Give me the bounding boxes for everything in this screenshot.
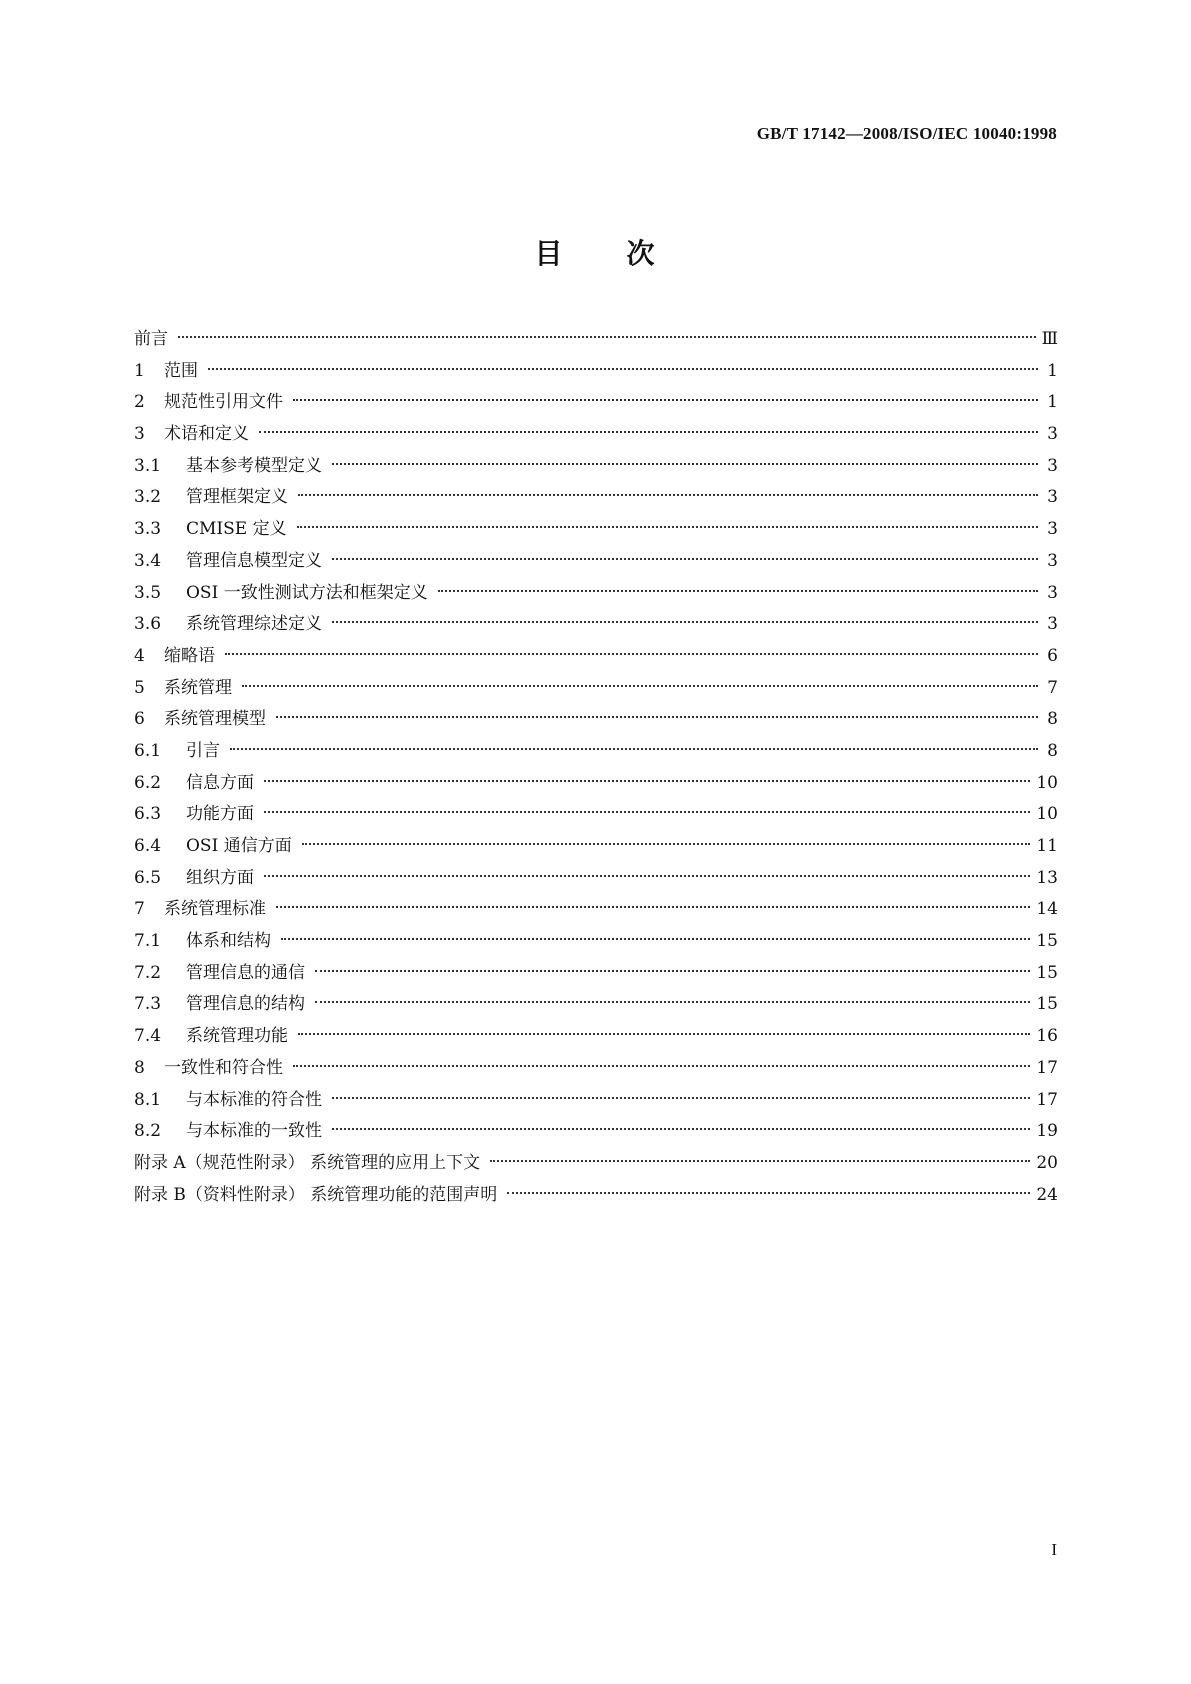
- toc-entry-number: 7.2: [134, 962, 162, 983]
- toc-dot-leader: [264, 780, 1030, 782]
- toc-entry[interactable]: [134, 356, 1058, 388]
- toc-dot-leader: [208, 368, 1038, 370]
- toc-entry-number: 3: [134, 424, 145, 445]
- page-number: I: [1051, 1540, 1057, 1559]
- toc-entry-number: 8.1: [134, 1089, 162, 1110]
- toc-entry[interactable]: [134, 451, 1058, 483]
- toc-entry[interactable]: [134, 1148, 1058, 1180]
- toc-entry[interactable]: [134, 768, 1058, 800]
- toc-entry-page: 15: [1036, 962, 1058, 983]
- toc-entry-page: 14: [1036, 899, 1058, 920]
- toc-entry-number: 3.6: [134, 614, 162, 635]
- toc-dot-leader: [438, 590, 1038, 592]
- toc-entry-page: 16: [1036, 1026, 1058, 1047]
- toc-entry-page: 3: [1047, 582, 1058, 603]
- toc-entry[interactable]: [134, 736, 1058, 768]
- toc-entry-page: 3: [1047, 424, 1058, 445]
- toc-entry-page: 13: [1036, 867, 1058, 888]
- toc-entry[interactable]: [134, 989, 1058, 1021]
- toc-dot-leader: [264, 811, 1030, 813]
- toc-entry-label: 系统管理综述定义: [186, 614, 322, 635]
- toc-entry-page: 1: [1047, 392, 1058, 413]
- toc-dot-leader: [293, 399, 1038, 401]
- toc-entry[interactable]: [134, 1085, 1058, 1117]
- toc-entry-label: 缩略语: [164, 645, 215, 666]
- toc-entry-label: 系统管理: [164, 677, 232, 698]
- toc-dot-leader: [332, 1128, 1030, 1130]
- toc-entry[interactable]: [134, 958, 1058, 990]
- toc-entry-label: 附录 B（资料性附录） 系统管理功能的范围声明: [134, 1184, 498, 1205]
- toc-entry[interactable]: [134, 831, 1058, 863]
- toc-dot-leader: [298, 1033, 1030, 1035]
- toc-entry-label: 基本参考模型定义: [186, 455, 322, 476]
- toc-dot-leader: [242, 685, 1038, 687]
- toc-dot-leader: [490, 1160, 1030, 1162]
- toc-entry[interactable]: [134, 1021, 1058, 1053]
- toc-entry-page: 3: [1047, 455, 1058, 476]
- toc-entry-number: 6.5: [134, 867, 162, 888]
- toc-entry-number: 7.3: [134, 994, 162, 1015]
- page-title-part1: 目: [534, 237, 565, 270]
- toc-entry[interactable]: [134, 482, 1058, 514]
- toc-entry-number: 4: [134, 645, 145, 666]
- toc-entry-label: 引言: [186, 740, 220, 761]
- toc-entry-label: 前言: [134, 329, 168, 349]
- toc-entry[interactable]: [134, 894, 1058, 926]
- toc-entry-number: 3.1: [134, 455, 162, 476]
- toc-entry-number: 2: [134, 392, 145, 413]
- toc-entry-page: 11: [1036, 836, 1058, 856]
- toc-entry[interactable]: [134, 609, 1058, 641]
- toc-entry[interactable]: [134, 514, 1058, 546]
- toc-entry-number: 3.4: [134, 550, 162, 571]
- toc-entry[interactable]: [134, 324, 1058, 356]
- toc-entry-number: 8: [134, 1057, 145, 1078]
- toc-entry-page: 15: [1036, 994, 1058, 1015]
- toc-entry-page: 8: [1047, 709, 1058, 730]
- toc-entry-page: 8: [1047, 740, 1058, 761]
- toc-entry-number: 5: [134, 677, 145, 698]
- toc-dot-leader: [332, 558, 1038, 560]
- toc-entry[interactable]: [134, 799, 1058, 831]
- toc-dot-leader: [298, 494, 1038, 496]
- toc-entry-page: 3: [1047, 550, 1058, 571]
- page-title: [0, 232, 1191, 272]
- toc-dot-leader: [178, 336, 1036, 338]
- toc-entry-page: 10: [1036, 772, 1058, 793]
- toc-entry[interactable]: [134, 863, 1058, 895]
- toc-entry[interactable]: [134, 419, 1058, 451]
- toc-dot-leader: [315, 1001, 1030, 1003]
- toc-entry-label: 系统管理功能: [186, 1026, 288, 1047]
- toc-entry[interactable]: [134, 578, 1058, 610]
- toc-entry-label: 管理信息的通信: [186, 962, 305, 983]
- toc-entry-page: 6: [1047, 645, 1058, 666]
- toc-entry-label: 规范性引用文件: [164, 392, 283, 413]
- toc-entry-page: 3: [1047, 519, 1058, 540]
- toc-entry[interactable]: [134, 641, 1058, 673]
- toc-dot-leader: [293, 1065, 1030, 1067]
- toc-entry-number: 6.4: [134, 836, 162, 856]
- toc-entry-label: 功能方面: [186, 804, 254, 825]
- toc-entry[interactable]: [134, 1180, 1058, 1212]
- toc-dot-leader: [297, 526, 1038, 528]
- toc-dot-leader: [332, 1097, 1030, 1099]
- toc-dot-leader: [264, 875, 1030, 877]
- toc-dot-leader: [332, 621, 1038, 623]
- toc-entry-page: 3: [1047, 487, 1058, 508]
- toc-entry-page: 19: [1036, 1121, 1058, 1142]
- toc-entry-label: OSI 通信方面: [186, 836, 292, 856]
- toc-dot-leader: [259, 431, 1038, 433]
- standard-code-header: GB/T 17142—2008/ISO/IEC 10040:1998: [756, 124, 1057, 143]
- toc-entry-page: 3: [1047, 614, 1058, 635]
- toc-dot-leader: [332, 463, 1038, 465]
- toc-entry-page: 7: [1047, 677, 1058, 698]
- toc-entry-label: 管理框架定义: [186, 487, 288, 508]
- toc-entry-label: CMISE 定义: [186, 519, 287, 540]
- toc-entry[interactable]: [134, 704, 1058, 736]
- toc-entry[interactable]: [134, 1053, 1058, 1085]
- toc-entry-number: 3.3: [134, 519, 162, 540]
- toc-dot-leader: [276, 716, 1038, 718]
- toc-entry-page: 17: [1036, 1057, 1058, 1078]
- toc-entry-page: 10: [1036, 804, 1058, 825]
- toc-entry-page: Ⅲ: [1041, 329, 1058, 349]
- toc-entry-number: 6.2: [134, 772, 162, 793]
- toc-entry-label: OSI 一致性测试方法和框架定义: [186, 582, 428, 603]
- toc-entry-label: 与本标准的符合性: [186, 1089, 322, 1110]
- toc-entry-label: 系统管理标准: [164, 899, 266, 920]
- toc-entry-label: 附录 A（规范性附录） 系统管理的应用上下文: [134, 1152, 481, 1173]
- toc-entry-number: 6: [134, 709, 145, 730]
- toc-entry-number: 6.1: [134, 740, 162, 761]
- toc-entry-label: 一致性和符合性: [164, 1057, 283, 1078]
- toc-entry-label: 管理信息的结构: [186, 994, 305, 1015]
- toc-dot-leader: [302, 843, 1031, 845]
- toc-entry-page: 17: [1036, 1089, 1058, 1110]
- toc-entry-number: 7: [134, 899, 145, 920]
- toc-dot-leader: [507, 1192, 1030, 1194]
- toc-entry-label: 管理信息模型定义: [186, 550, 322, 571]
- toc-entry-number: 8.2: [134, 1121, 162, 1142]
- toc-dot-leader: [276, 906, 1030, 908]
- toc-entry-number: 3.2: [134, 487, 162, 508]
- table-of-contents: [134, 324, 1058, 1211]
- toc-dot-leader: [225, 653, 1038, 655]
- toc-entry[interactable]: [134, 387, 1058, 419]
- toc-entry-page: 24: [1036, 1184, 1058, 1205]
- toc-entry[interactable]: [134, 1116, 1058, 1148]
- toc-entry[interactable]: [134, 926, 1058, 958]
- toc-entry-label: 与本标准的一致性: [186, 1121, 322, 1142]
- toc-entry[interactable]: [134, 673, 1058, 705]
- toc-entry-page: 15: [1036, 931, 1058, 952]
- toc-entry-label: 系统管理模型: [164, 709, 266, 730]
- toc-entry-label: 组织方面: [186, 867, 254, 888]
- toc-entry-page: 1: [1047, 360, 1058, 381]
- toc-dot-leader: [281, 938, 1030, 940]
- toc-entry-label: 体系和结构: [186, 931, 271, 952]
- page-title-part2: 次: [626, 237, 657, 270]
- toc-entry-number: 3.5: [134, 582, 162, 603]
- toc-entry-label: 术语和定义: [164, 424, 249, 445]
- toc-entry-number: 7.1: [134, 931, 162, 952]
- toc-entry-page: 20: [1036, 1152, 1058, 1173]
- toc-entry[interactable]: [134, 546, 1058, 578]
- toc-entry-number: 1: [134, 360, 145, 381]
- toc-dot-leader: [315, 970, 1030, 972]
- toc-dot-leader: [230, 748, 1038, 750]
- toc-entry-label: 范围: [164, 360, 198, 381]
- toc-entry-label: 信息方面: [186, 772, 254, 793]
- toc-entry-number: 7.4: [134, 1026, 162, 1047]
- toc-entry-number: 6.3: [134, 804, 162, 825]
